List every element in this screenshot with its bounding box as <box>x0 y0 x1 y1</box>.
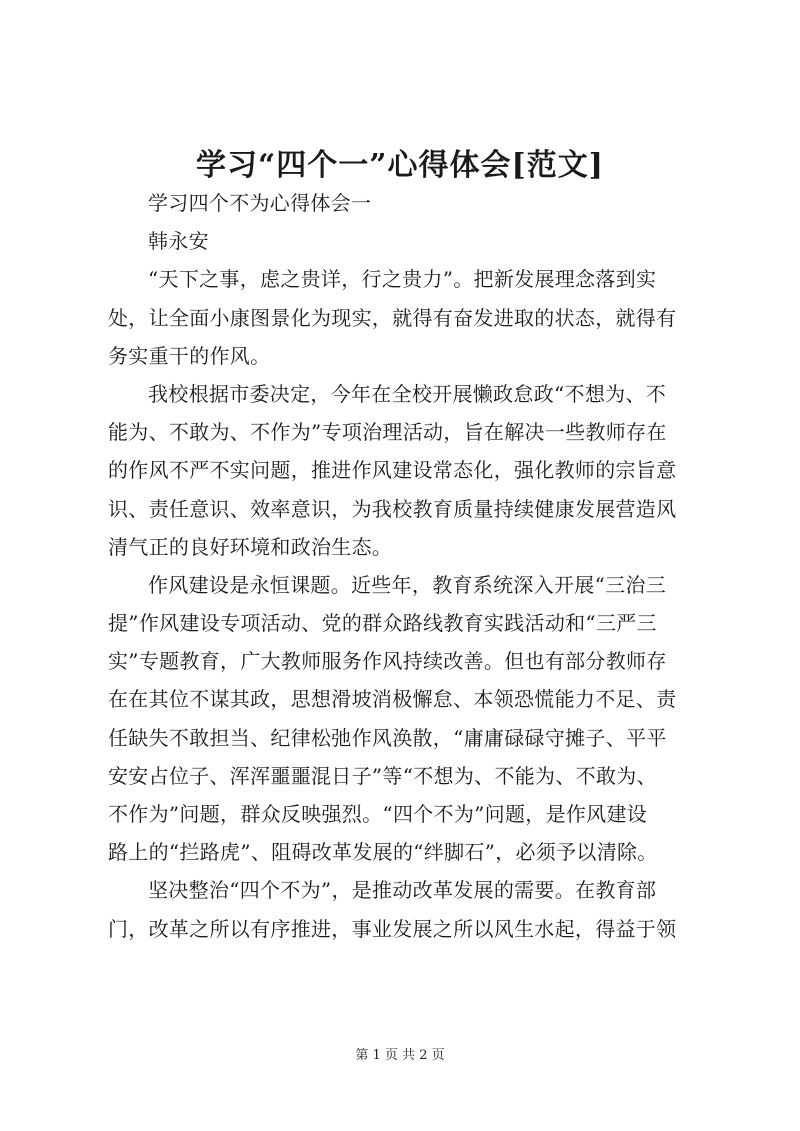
text-line: 在在其位不谋其政，思想滑坡消极懈怠、本领恐慌能力不足、责 <box>108 687 677 712</box>
document-body <box>108 184 708 948</box>
text-line: 实”专题教育，广大教师服务作风持续改善。但也有部分教师存 <box>108 649 667 674</box>
text-line: 务实重干的作风。 <box>108 343 271 368</box>
page-number-footer: 第 1 页 共 2 页 <box>355 1048 445 1063</box>
text-line: 我校根据市委决定，今年在全校开展懒政怠政“不想为、不 <box>148 381 667 406</box>
text-line: 任缺失不敢担当、纪律松弛作风涣散，“庸庸碌碌守摊子、平平 <box>108 725 667 750</box>
text-line: 识、责任意识、效率意识，为我校教育质量持续健康发展营造风 <box>108 496 677 521</box>
text-line: “天下之事，虑之贵详，行之贵力”。把新发展理念落到实 <box>148 267 657 292</box>
text-line: 坚决整治“四个不为”，是推动改革发展的需要。在教育部 <box>148 878 657 903</box>
text-line: 路上的“拦路虎”、阻碍改革发展的“绊脚石”，必须予以清除。 <box>108 840 658 865</box>
text-line: 的作风不严不实问题，推进作风建设常态化，强化教师的宗旨意 <box>108 458 677 483</box>
subtitle: 学习四个不为心得体会一 <box>148 191 372 215</box>
text-line: 清气正的良好环境和政治生态。 <box>108 534 393 559</box>
text-line: 处，让全面小康图景化为现实，就得有奋发进取的状态，就得有 <box>108 305 677 330</box>
text-line: 作风建设是永恒课题。近些年，教育系统深入开展“三治三 <box>148 572 667 597</box>
text-line: 提”作风建设专项活动、党的群众路线教育实践活动和“三严三 <box>108 611 657 636</box>
author-name: 韩永安 <box>148 229 209 254</box>
text-line: 不作为”问题，群众反映强烈。“四个不为”问题，是作风建设 <box>108 802 648 826</box>
text-line: 能为、不敢为、不作为”专项治理活动，旨在解决一些教师存在 <box>108 420 667 445</box>
text-line: 安安占位子、浑浑噩噩混日子”等“不想为、不能为、不敢为、 <box>108 763 657 788</box>
text-line: 门，改革之所以有序推进，事业发展之所以风生水起，得益于领 <box>108 916 677 941</box>
document-title: 学习“四个一”心得体会[范文] <box>196 148 604 183</box>
